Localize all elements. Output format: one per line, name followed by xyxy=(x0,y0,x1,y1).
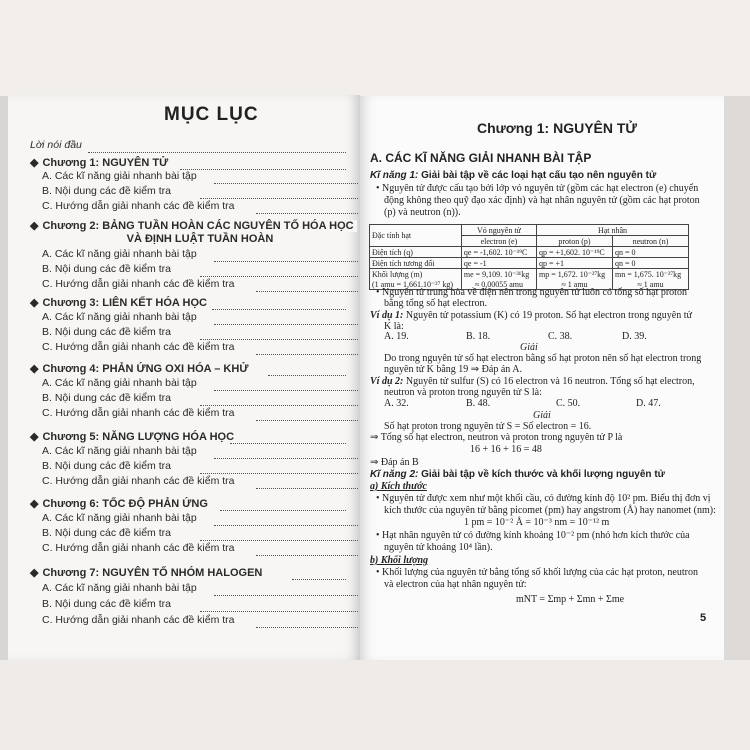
table-header: Đặc tính hạt xyxy=(370,225,462,247)
toc-item: B. Nội dung các đề kiểm tra xyxy=(30,263,358,279)
paragraph-line: bằng tổng số hạt electron. xyxy=(384,298,488,309)
paragraph-line: • Hạt nhân nguyên tử có đường kính khoảng 10⁻² pm (nhỏ hơn kích thước của xyxy=(376,530,690,541)
mass-formula: mNT = Σmp + Σmn + Σme xyxy=(516,594,625,605)
diamond-bullet-icon: ◆ xyxy=(30,220,39,232)
answer-option: B. 48. xyxy=(466,398,491,409)
background-bottom xyxy=(0,660,750,750)
paragraph-line: nguyên tử khoảng 10⁴ lần). xyxy=(384,542,493,553)
toc-chapter-1: ◆ Chương 1: NGUYÊN TỬ xyxy=(30,156,346,172)
table-header: Vỏ nguyên tử xyxy=(461,225,536,236)
solution-line: Số hạt proton trong nguyên tử S = Số electron = 16. xyxy=(384,421,592,432)
page-stack-left xyxy=(0,96,8,660)
background-top xyxy=(0,0,750,96)
toc-item: A. Các kĩ năng giải nhanh bài tập xyxy=(30,582,358,598)
toc-item: A. Các kĩ năng giải nhanh bài tập xyxy=(30,311,358,327)
solution-line: Do trong nguyên tử số hạt electron bằng số hạt proton nên số hạt electron trong xyxy=(384,353,702,364)
toc-foreword: Lời nói đầu xyxy=(30,139,346,155)
toc-item: C. Hướng dẫn giải nhanh các đề kiểm tra xyxy=(30,614,358,630)
formula-line: 1 pm = 10⁻² Å = 10⁻³ nm = 10⁻¹² m xyxy=(464,517,610,528)
solution-label: Giải xyxy=(520,342,538,353)
toc-item: B. Nội dung các đề kiểm tra xyxy=(30,326,358,342)
example-1: Ví dụ 1: Nguyên tử potassium (K) có 19 proton. Số hạt electron trong nguyên tử xyxy=(370,310,692,321)
page-number: 5 xyxy=(700,612,707,624)
diamond-bullet-icon: ◆ xyxy=(30,567,39,579)
toc-chapter-6: ◆ Chương 6: TỐC ĐỘ PHẢN ỨNG xyxy=(30,497,346,513)
section-heading: A. CÁC KĨ NĂNG GIẢI NHANH BÀI TẬP xyxy=(370,151,592,165)
toc-item: C. Hướng dẫn giải nhanh các đề kiểm tra xyxy=(30,341,358,357)
answer-option: A. 19. xyxy=(384,331,409,342)
example-2: Ví dụ 2: Nguyên tử sulfur (S) có 16 electron và 16 neutron. Tổng số hạt electron, xyxy=(370,376,695,387)
toc-chapter-2-line2: VÀ ĐỊNH LUẬT TUẦN HOÀN xyxy=(126,233,274,245)
table-header: Hạt nhân xyxy=(536,225,688,236)
toc-item: B. Nội dung các đề kiểm tra xyxy=(30,598,358,614)
table-header: electron (e) xyxy=(461,236,536,247)
skill-2-heading: Kĩ năng 2: Giải bài tập về kích thước và khối lượng nguyên tử xyxy=(370,469,665,480)
toc-chapter-2: ◆ Chương 2: BẢNG TUẦN HOÀN CÁC NGUYÊN TỐ HÓA HỌC xyxy=(30,219,346,235)
example-1-line2: K là: xyxy=(384,321,404,332)
paragraph-line: và electron của hạt nhân nguyên tử: xyxy=(384,579,527,590)
toc-item: C. Hướng dẫn giải nhanh các đề kiểm tra xyxy=(30,475,358,491)
table-row: (1 amu = 1,661.10⁻²⁷ kg) ≈ 0,00055 amu ≈ 1 amu ≈ 1 amu xyxy=(370,279,689,290)
diamond-bullet-icon: ◆ xyxy=(30,297,39,309)
paragraph-line: kích thước của nguyên tử bằng picomet (pm) hay angstrom (Å) hay nanomet (nm): xyxy=(384,505,716,516)
toc-item: C. Hướng dẫn giải nhanh các đề kiểm tra xyxy=(30,278,358,294)
toc-item: C. Hướng dẫn giải nhanh các đề kiểm tra xyxy=(30,407,358,423)
toc-item: A. Các kĩ năng giải nhanh bài tập xyxy=(30,512,358,528)
solution-label: Giải xyxy=(533,410,551,421)
toc-title: MỤC LỤC xyxy=(164,104,259,125)
answer-option: D. 47. xyxy=(636,398,661,409)
skill-1-heading: Kĩ năng 1: Giải bài tập về các loại hạt cấu tạo nên nguyên tử xyxy=(370,170,657,181)
particle-table xyxy=(369,224,689,290)
diamond-bullet-icon: ◆ xyxy=(30,498,39,510)
toc-item: A. Các kĩ năng giải nhanh bài tập xyxy=(30,377,358,393)
table-row: Điện tích (q) qe = -1,602. 10⁻¹⁹C qp = +1,602. 10⁻¹⁹C qn = 0 xyxy=(370,247,689,258)
toc-item: B. Nội dung các đề kiểm tra xyxy=(30,185,358,201)
toc-item: B. Nội dung các đề kiểm tra xyxy=(30,460,358,476)
table-header: neutron (n) xyxy=(612,236,688,247)
solution-line: ⇒ Tổng số hạt electron, neutron và proton trong nguyên tử P là xyxy=(370,432,623,443)
answer-option: C. 38. xyxy=(548,331,573,342)
page-stack-right xyxy=(724,96,750,660)
table-row: Điện tích tương đối qe = -1 qp = +1 qn = 0 xyxy=(370,258,689,269)
subheading-size: a) Kích thước xyxy=(370,481,427,492)
diamond-bullet-icon: ◆ xyxy=(30,431,39,443)
answer-option: B. 18. xyxy=(466,331,491,342)
solution-line: nguyên tử K bằng 19 ⇒ Đáp án A. xyxy=(384,364,522,375)
table-row: Khối lượng (m) me = 9,109. 10⁻³¹kg mp = 1,672. 10⁻²⁷kg mn = 1,675. 10⁻²⁷kg xyxy=(370,269,689,280)
toc-item: A. Các kĩ năng giải nhanh bài tập xyxy=(30,445,358,461)
diamond-bullet-icon: ◆ xyxy=(30,363,39,375)
toc-item: B. Nội dung các đề kiểm tra xyxy=(30,392,358,408)
subheading-mass: b) Khối lượng xyxy=(370,555,429,566)
solution-line: 16 + 16 + 16 = 48 xyxy=(470,444,542,455)
example-2-line2: neutron và proton trong nguyên tử S là: xyxy=(384,387,542,398)
diamond-bullet-icon: ◆ xyxy=(30,157,39,169)
intro-line: động không theo quỹ đạo xác định) và hạt nhân nguyên tử (gồm các hạt proton xyxy=(384,195,700,206)
toc-item: B. Nội dung các đề kiểm tra xyxy=(30,527,358,543)
toc-item: C. Hướng dẫn giải nhanh các đề kiểm tra xyxy=(30,200,358,216)
toc-chapter-3: ◆ Chương 3: LIÊN KẾT HÓA HỌC xyxy=(30,296,346,312)
table-header: proton (p) xyxy=(536,236,612,247)
paragraph-line: • Khối lượng của nguyên tử bằng tổng số khối lượng của các hạt proton, neutron xyxy=(376,567,698,578)
chapter-title: Chương 1: NGUYÊN TỬ xyxy=(477,120,638,136)
answer-option: C. 50. xyxy=(556,398,581,409)
toc-chapter-5: ◆ Chương 5: NĂNG LƯỢNG HÓA HỌC xyxy=(30,430,346,446)
answer-option: A. 32. xyxy=(384,398,409,409)
answer-option: D. 39. xyxy=(622,331,647,342)
toc-item: C. Hướng dẫn giải nhanh các đề kiểm tra xyxy=(30,542,358,558)
toc-chapter-7: ◆ Chương 7: NGUYÊN TỐ NHÓM HALOGEN xyxy=(30,566,346,582)
final-answer: ⇒ Đáp án B xyxy=(370,457,419,468)
intro-line: • Nguyên tử được cấu tạo bởi lớp vỏ nguyên tử (gồm các hạt electron (e) chuyển xyxy=(376,183,699,194)
intro-line: (p) và neutron (n)). xyxy=(384,207,461,218)
paragraph-line: • Nguyên tử trung hòa về điện nên trong nguyên tử luôn có tổng số hạt proton xyxy=(376,287,687,298)
paragraph-line: • Nguyên tử được xem như một khối cầu, có đường kính độ 10² pm. Biểu thị đơn vị xyxy=(376,493,711,504)
toc-chapter-4: ◆ Chương 4: PHẢN ỨNG OXI HÓA – KHỬ xyxy=(30,362,346,378)
toc-item: A. Các kĩ năng giải nhanh bài tập xyxy=(30,248,358,264)
toc-item: A. Các kĩ năng giải nhanh bài tập xyxy=(30,170,358,186)
